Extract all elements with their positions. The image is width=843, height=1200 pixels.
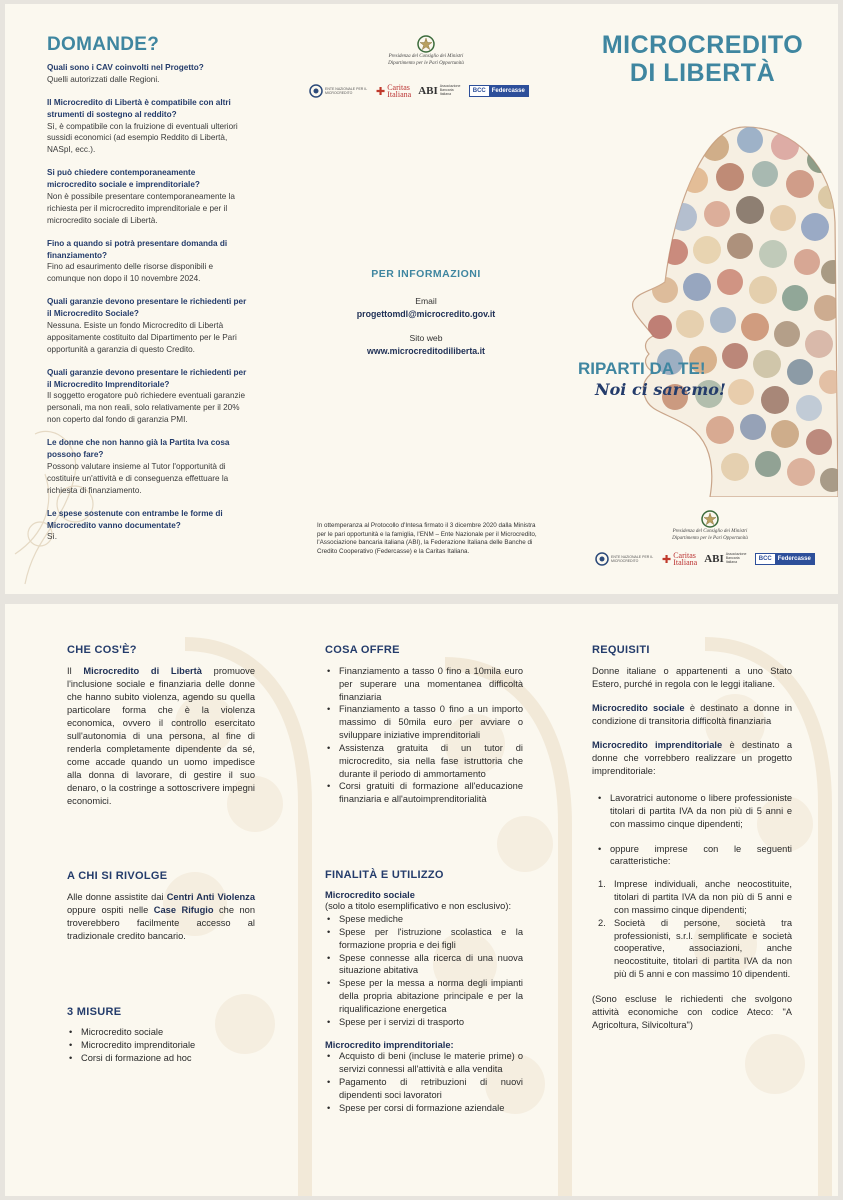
- che-cose-title: CHE COS'È?: [67, 644, 137, 656]
- list-item: 2. Società di persone, società tra professionisti, s.r.l. semplificate e società cooperative, associazioni, anche neocostituite, titolari di partita IVA da non più di 5 anni e con massimo 10 dipendenti.: [598, 917, 792, 980]
- caritas-cross-icon: ✚: [376, 85, 386, 98]
- che-cose-bold: Microcredito di Libertà: [83, 666, 202, 676]
- slogan-riparti: RIPARTI DA TE!: [578, 359, 706, 378]
- woman-profile-illustration: [625, 122, 838, 497]
- faq-item: [47, 367, 247, 426]
- italian-emblem-icon: [416, 34, 436, 54]
- che-cose-pre: Il: [67, 666, 84, 676]
- a-chi-title: A CHI SI RIVOLGE: [67, 870, 168, 882]
- faq-answer: Nessuna. Esiste un fondo Microcredito di Libertà appositamente costituito dal Dipartimento per le Pari opportunità a garanzia di questo Credito.: [47, 321, 237, 354]
- cover-title: [575, 32, 830, 87]
- list-item: • Spese per corsi di formazione aziendale: [325, 1102, 523, 1115]
- requisiti-sociale: [592, 702, 792, 728]
- list-item: • Microcredito sociale: [67, 1026, 255, 1039]
- slogan-noi-ci-saremo: Noi ci saremo!: [595, 380, 726, 399]
- presidenza-line1: Presidenza del Consiglio dei Ministri: [388, 54, 464, 59]
- faq-answer: Il soggetto erogatore può richiedere eventuali garanzie personali, ma non reali, solo relativamente per il 20% non coperto dal fondo di garanzia PMI.: [47, 391, 245, 425]
- faq-item: [47, 508, 247, 544]
- faq-question: Fino a quando si potrà presentare domanda di finanziamento?: [47, 238, 228, 260]
- presidenza-emblem: [376, 34, 476, 67]
- protocol-note: In ottemperanza al Protocollo d'Intesa firmato il 3 dicembre 2020 dalla Ministra per le pari opportunità e la famiglia, l'ENM – Ente Nazionale per il Microcredito, l'Associazione bancaria italiana (ABI), la Federazione Italiana delle Banche di Credito Cooperativo (Federcasse) e la Caritas Italiana.: [317, 522, 537, 555]
- italian-emblem-icon: [700, 509, 720, 529]
- list-item: • Lavoratrici autonome o libere professioniste titolari di partita IVA da non più di 5 anni e con massimo cinque dipendenti;: [596, 792, 792, 830]
- numbered-text: Imprese individuali, anche neocostituite, titolari di partita IVA da non più di 5 anni e con massimo cinque dipendenti;: [614, 879, 792, 915]
- imprenditoriale-list: [325, 1050, 523, 1114]
- enm-icon: [595, 552, 609, 566]
- list-item: • oppure imprese con le seguenti caratteristiche:: [596, 843, 792, 869]
- sociale-note: (solo a titolo esemplificativo e non esclusivo):: [325, 901, 512, 911]
- federcasse-text: Federcasse: [489, 86, 528, 96]
- list-item: • Corsi gratuiti di formazione all'educazione finanziaria e all'autoimprenditorialità: [325, 780, 523, 806]
- misure-title: 3 MISURE: [67, 1006, 122, 1018]
- sociale-list: [325, 913, 523, 1028]
- presidenza-emblem-cover: [660, 509, 760, 542]
- enm-logo: [309, 84, 369, 98]
- enm-logo: [595, 552, 655, 566]
- cover-title-line2: DI LIBERTÀ: [629, 58, 776, 87]
- cover-title-line1: MICROCREDITO: [601, 31, 804, 59]
- email-label: Email: [415, 296, 437, 306]
- list-item: • Finanziamento a tasso 0 fino a 10mila euro per superare una momentanea difficoltà finanziaria: [325, 665, 523, 703]
- caritas-line2: Italiana: [673, 558, 698, 568]
- email-link[interactable]: progettomdl@microcredito.gov.it: [356, 309, 496, 319]
- requisiti-intro: Donne italiane o appartenenti a uno Stato Estero, purché in regola con le leggi italiane.: [592, 666, 792, 690]
- faq-item: [47, 97, 247, 156]
- requisiti-title: REQUISITI: [592, 644, 650, 656]
- info-title: PER INFORMAZIONI: [371, 268, 481, 280]
- requisiti-numbered-list: [592, 878, 792, 981]
- faq-question: Le donne che non hanno già la Partita Iva cosa possono fare?: [47, 438, 230, 460]
- requisiti-impr-text: è destinato a donne che vorrebbero realizzare un progetto imprenditoriale:: [592, 740, 793, 777]
- enm-text: ENTE NAZIONALE PER IL MICROCREDITO: [325, 87, 368, 96]
- bcc-text: BCC: [756, 554, 775, 564]
- faq-panel: [47, 4, 247, 594]
- a-chi-body: [67, 891, 255, 943]
- bcc-federcasse-logo: [469, 85, 529, 97]
- col-intro: [67, 604, 255, 1196]
- col-offer: [325, 604, 523, 1196]
- list-item: • Corsi di formazione ad hoc: [67, 1052, 255, 1065]
- caritas-line2: Italiana: [387, 90, 412, 100]
- che-cose-body: [67, 665, 255, 808]
- abi-subtext: Associazione Bancaria Italiana: [725, 552, 747, 565]
- partner-logos-row-cover: [595, 552, 815, 566]
- faq-item: [47, 238, 247, 286]
- presidenza-line1: Presidenza del Consiglio dei Ministri: [672, 529, 748, 534]
- faq-question: Si può chiedere contemporaneamente microcredito sociale e imprenditoriale?: [47, 168, 200, 190]
- caritas-line1: Caritas: [673, 551, 696, 560]
- faq-item: [47, 62, 247, 86]
- enm-text: ENTE NAZIONALE PER IL MICROCREDITO: [611, 555, 654, 564]
- abi-text: ABI: [704, 553, 724, 566]
- faq-item: [47, 296, 247, 355]
- requisiti-sociale-bold: Microcredito sociale: [592, 703, 685, 714]
- cosa-offre-title: COSA OFFRE: [325, 644, 400, 656]
- faq-title: DOMANDE?: [47, 34, 160, 55]
- enm-icon: [309, 84, 323, 98]
- faq-answer: Possono valutare insieme al Tutor l'opportunità di costituire un'attività e di conseguenza effettuare la richiesta di finanziamento.: [47, 461, 229, 495]
- finalita-content: [325, 890, 523, 1115]
- requisiti-impr-bold: Microcredito imprenditoriale: [592, 740, 723, 751]
- list-item: • Spese connesse alla ricerca di una nuova situazione abitativa: [325, 952, 523, 978]
- abi-text: ABI: [418, 85, 438, 98]
- presidenza-line2: Dipartimento per le Pari Opportunità: [388, 60, 464, 66]
- list-item: • Pagamento di retribuzioni di nuovi dipendenti soci lavoratori: [325, 1076, 523, 1102]
- cosa-offre-list: [325, 665, 523, 806]
- list-item: • Assistenza gratuita di un tutor di microcredito, sia nella fase istruttoria che durante il periodo di ammortamento: [325, 742, 523, 780]
- misure-list: [67, 1026, 255, 1064]
- faq-item: [47, 437, 247, 496]
- website-label: Sito web: [409, 333, 443, 343]
- a-chi-b1: Centri Anti Violenza: [166, 892, 255, 902]
- faq-answer: Non è possibile presentare contemporaneamente la richiesta per il microcredito imprenditoriale e per il microcredito sociale di Libertà.: [47, 192, 235, 225]
- faq-question: Le spese sostenute con entrambe le forme di Microcredito vanno documentate?: [47, 508, 223, 530]
- faq-question: Quali sono i CAV coinvolti nel Progetto?: [47, 63, 204, 72]
- requisiti-note: (Sono escluse le richiedenti che svolgono attività economiche con codice Ateco: "A Agricoltura, Silvicoltura"): [592, 993, 792, 1030]
- finalita-title: FINALITÀ E UTILIZZO: [325, 869, 444, 881]
- faq-question: Quali garanzie devono presentare le richiedenti per il Microcredito Imprenditoriale?: [47, 367, 247, 389]
- list-item: • Finanziamento a tasso 0 fino a un importo massimo di 50mila euro per avviare o sviluppare iniziative imprenditoriali: [325, 703, 523, 741]
- list-item: • Spese per la messa a norma degli impianti della propria abitazione principale e per la riqualificazione energetica: [325, 977, 523, 1015]
- list-item: • Microcredito imprenditoriale: [67, 1039, 255, 1052]
- faq-list: [47, 62, 247, 554]
- faq-question: Quali garanzie devono presentare le richiedenti per il Microcredito Sociale?: [47, 297, 247, 319]
- a-chi-b2: Case Rifugio: [153, 905, 214, 916]
- website-link[interactable]: www.microcreditodiliberta.it: [367, 346, 485, 356]
- bcc-federcasse-logo: [755, 553, 815, 565]
- faq-answer: Sì.: [47, 532, 58, 542]
- requisiti-imprenditoriale: [592, 739, 792, 778]
- cover-panel: [565, 4, 838, 594]
- faq-answer: Fino ad esaurimento delle risorse disponibili e comunque non dopo il 10 novembre 2024.: [47, 262, 214, 284]
- requisiti-content: [592, 665, 792, 1032]
- abi-logo: [704, 553, 748, 565]
- list-item: • Spese per l'istruzione scolastica e la formazione propria e dei figli: [325, 926, 523, 952]
- caritas-logo: [376, 84, 411, 98]
- federcasse-text: Federcasse: [775, 554, 814, 564]
- numbered-text: Società di persone, società tra professionisti, s.r.l. semplificate e società cooperative, associazioni, anche neocostituite, titolari di partita IVA da non più di 5 anni e con massimo 10 dipendenti.: [614, 917, 792, 980]
- a-chi-t3: che non troverebbero facilmente accesso al tradizionale credito bancario.: [67, 905, 256, 942]
- brochure-outside-sheet: [5, 4, 838, 594]
- a-chi-t2: oppure ospiti nelle: [67, 905, 154, 916]
- list-item: • Spese mediche: [325, 913, 523, 926]
- faq-item: [47, 167, 247, 226]
- presidenza-line2: Dipartimento per le Pari Opportunità: [672, 535, 748, 541]
- brochure-inside-sheet: [5, 604, 838, 1196]
- bcc-text: BCC: [470, 86, 489, 96]
- abi-logo: [418, 85, 462, 97]
- che-cose-post: promuove l'inclusione sociale e finanziaria delle donne che hanno subito violenza, agendo su quella particolare forma che è la violenza economica, ovvero il controllo esercitato sull'autonomia di una persona, al fine di renderla completamente dipendente da sé, come accade quando un uomo impedisce alla donna di lavorare, di gestire il suo denaro, o la costringe a sottoscrivere impegni economici.: [67, 666, 255, 807]
- faq-answer: Quelli autorizzati dalle Regioni.: [47, 74, 160, 84]
- list-item: • Acquisto di beni (incluse le materie prime) o servizi connessi all'attività e alla vendita: [325, 1050, 523, 1076]
- caritas-logo: [662, 552, 697, 566]
- col-requirements: [592, 604, 792, 1196]
- sociale-subtitle: Microcredito sociale: [325, 890, 415, 900]
- requisiti-bullet-list: [592, 792, 792, 868]
- caritas-line1: Caritas: [387, 83, 410, 92]
- abi-subtext: Associazione Bancaria Italiana: [439, 84, 461, 97]
- list-item: 1. Imprese individuali, anche neocostituite, titolari di partita IVA da non più di 5 anni e con massimo cinque dipendenti;: [598, 879, 792, 915]
- faq-answer: Sì, è compatibile con la fruizione di eventuali ulteriori sussidi economici (ad esempio Reddito di Libertà, NASpI, ecc.).: [47, 121, 238, 155]
- faq-question: Il Microcredito di Libertà è compatibile con altri strumenti di sostegno al reddito?: [47, 97, 231, 119]
- requisiti-sociale-text: è destinato a donne in condizione di transitoria difficoltà finanziaria: [592, 703, 793, 727]
- partner-logos-row: [309, 84, 529, 98]
- list-item: • Spese per i servizi di trasporto: [325, 1016, 523, 1029]
- imprenditoriale-subtitle: Microcredito imprenditoriale:: [325, 1040, 454, 1051]
- caritas-cross-icon: ✚: [662, 553, 672, 566]
- info-panel: [297, 4, 555, 594]
- a-chi-t1: Alle donne assistite dai: [67, 892, 167, 902]
